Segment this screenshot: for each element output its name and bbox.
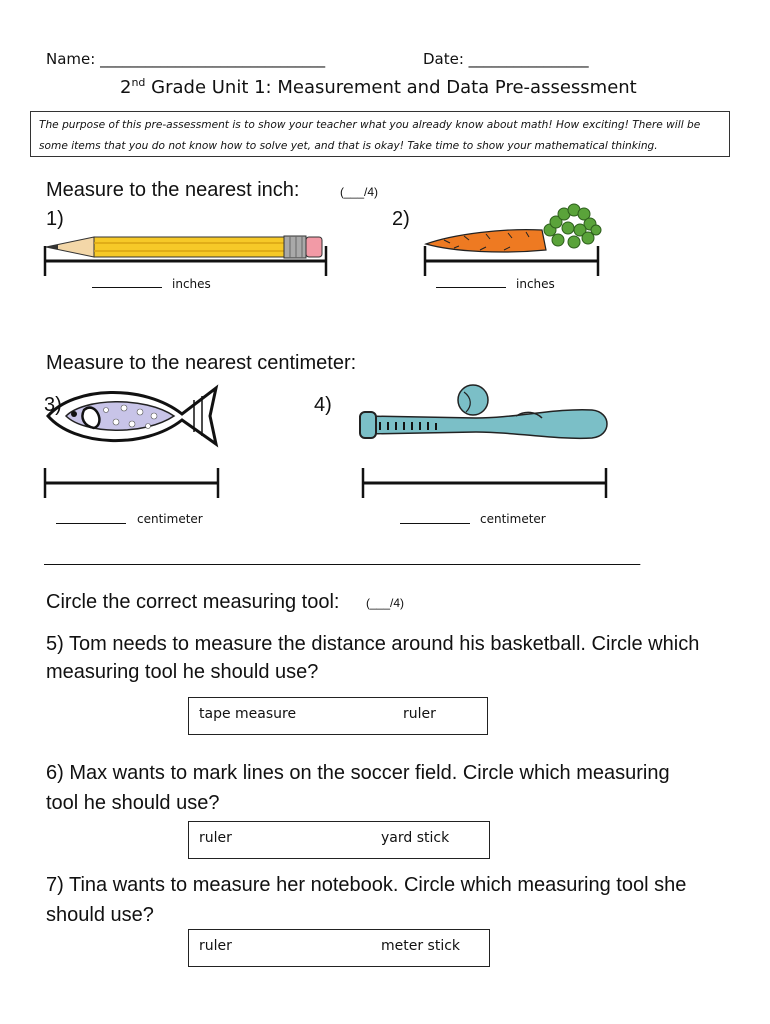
question-6-choices <box>188 821 490 859</box>
choice-tape-measure[interactable]: tape measure <box>199 706 297 722</box>
date-field-label[interactable]: Date: ________________ <box>423 50 589 68</box>
item-3-measure-bar <box>44 466 222 500</box>
choice-ruler[interactable]: ruler <box>403 706 436 722</box>
question-6: 6) Max wants to mark lines on the soccer field. Circle which measuring tool he should use? <box>46 762 670 814</box>
cm-section-heading: Measure to the nearest centimeter: <box>46 352 357 374</box>
title-ordinal: nd <box>131 76 146 89</box>
choice-yard-stick[interactable]: yard stick <box>381 830 450 846</box>
item-1-unit: inches <box>172 277 211 291</box>
section-divider: ___________________________________________________________________ <box>44 549 641 566</box>
item-3-number: 3) <box>44 394 62 416</box>
bat-and-ball-picture <box>356 382 612 450</box>
item-3-unit: centimeter <box>137 512 203 526</box>
tool-section-score: (___/4) <box>366 596 405 610</box>
page-title <box>120 76 637 98</box>
item-3-answer-line[interactable] <box>56 523 126 524</box>
item-2-answer-line[interactable] <box>436 287 506 288</box>
item-2-unit: inches <box>516 277 555 291</box>
item-4-number: 4) <box>314 394 332 416</box>
item-4-measure-bar <box>362 466 610 500</box>
item-1-number: 1) <box>46 208 64 230</box>
inch-section-score: (___/4) <box>340 185 379 199</box>
item-2-measure-bar <box>424 244 602 278</box>
item-2-number: 2) <box>392 208 410 230</box>
question-5: 5) Tom needs to measure the distance around his basketball. Circle which measuring tool he should use? <box>46 633 700 683</box>
question-7-choices <box>188 929 490 967</box>
question-5-choices <box>188 697 488 735</box>
purpose-box: The purpose of this pre-assessment is to show your teacher what you already know about math! How exciting! There will be some items that you do not know how to solve yet, and that is okay! Take time to show your mathematical thinking. <box>30 111 730 157</box>
fish-picture <box>44 380 222 452</box>
title-grade: 2 <box>120 77 132 98</box>
item-4-answer-line[interactable] <box>400 523 470 524</box>
tool-section-heading: Circle the correct measuring tool: <box>46 591 340 613</box>
name-field-label[interactable]: Name: ______________________________ <box>46 50 326 68</box>
item-1-measure-bar <box>44 244 330 278</box>
title-text: Grade Unit 1: Measurement and Data Pre-assessment <box>145 77 637 98</box>
choice-meter-stick[interactable]: meter stick <box>381 938 461 954</box>
inch-section-heading: Measure to the nearest inch: <box>46 179 300 201</box>
item-4-unit: centimeter <box>480 512 546 526</box>
question-7: 7) Tina wants to measure her notebook. Circle which measuring tool she should use? <box>46 874 687 926</box>
choice-ruler[interactable]: ruler <box>199 938 232 954</box>
item-1-answer-line[interactable] <box>92 287 162 288</box>
choice-ruler[interactable]: ruler <box>199 830 232 846</box>
